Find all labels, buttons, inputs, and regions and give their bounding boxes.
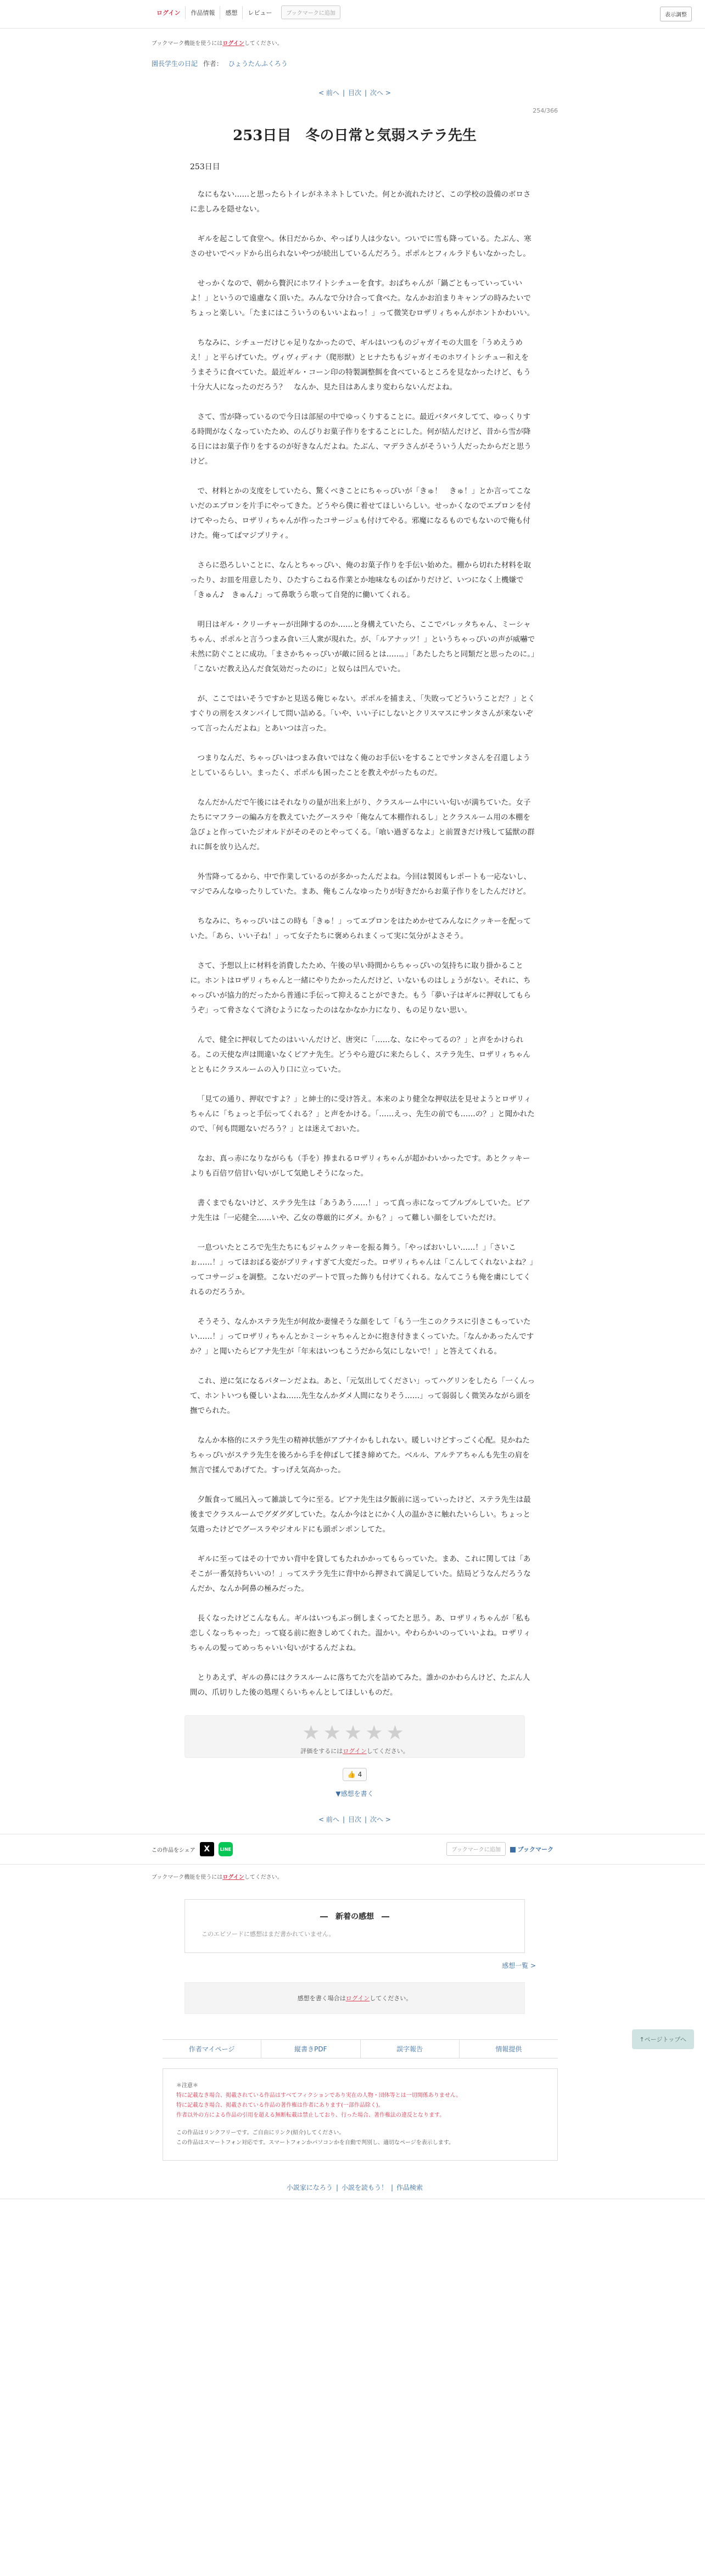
page-count: 254/366 bbox=[533, 107, 558, 114]
body-paragraph: 外雪降ってるから、中で作業しているのが多かったんだよね。今回は製図もレポートも一応ないし、マジでみんなゆったりしていた。まあ、俺もこんなゆったりが好きだからお菓子作りをしたんだけど。 bbox=[190, 872, 531, 896]
caution-line-1: 特に記載なき場合、掲載されている作品はすべてフィクションであり実在の人物・団体等とは一切関係ありません。 bbox=[176, 2093, 462, 2099]
footer-links: 小説家になろう | 小説を読もう！ | 作品検索 bbox=[286, 2184, 423, 2191]
author-mypage-link[interactable]: 作者マイページ bbox=[163, 2040, 261, 2058]
prev-link[interactable]: < 前へ bbox=[318, 89, 339, 97]
body-paragraph: なにもない……と思ったらトイレがネネネトしていた。何とか流れたけど、この学校の設備のボロさに悲しみを隠せない。 bbox=[190, 190, 531, 214]
rating-login-link[interactable]: ログイン bbox=[343, 1748, 367, 1755]
caution-line-2: 特に記載なき場合、掲載されている作品の著作権は作者にあります(一部作品除く)。 bbox=[176, 2102, 384, 2108]
footer-search-link[interactable]: 作品検索 bbox=[396, 2184, 423, 2191]
bookmark-icon bbox=[510, 1847, 516, 1852]
notice-login-link[interactable]: ログイン bbox=[222, 41, 244, 47]
like-count: 4 bbox=[357, 1771, 362, 1778]
reviews-heading: ― 新着の感想 ― bbox=[320, 1912, 389, 1921]
caution-heading: ＊注意＊ bbox=[176, 2083, 198, 2089]
login-link[interactable]: ログイン bbox=[152, 6, 186, 19]
reviews-empty-text: このエピソードに感想はまだ書かれていません。 bbox=[202, 1930, 335, 1938]
body-paragraph: 「見ての通り、押収ですよ？」と紳士的に受け答え。本来のより健全な押収法を見せようとロザリィちゃんに「ちょっと手伝ってくれる？」と声をかける。「……えっ、先生の前でも……の？」と聞かれたので、「何も問題ないだろう？」とは迷えておいた。 bbox=[190, 1095, 535, 1133]
toc-link-bottom[interactable]: 目次 bbox=[348, 1816, 361, 1823]
episode-subtitle: 253日目 bbox=[190, 163, 220, 171]
body-paragraph: なんか本格的にステラ先生の精神状態がアブナイかもしれない。暖しいけどすっごく心配。見かねたちゃっぴいがステラ先生を後ろから手を伸ばして揉き締めてた。ベルル、アルテアちゃんも先生の肩を無言で揉んであげてた。すっげえ気高かった。 bbox=[190, 1436, 530, 1475]
write-kansou-link[interactable]: ▼感想を書く bbox=[335, 1790, 374, 1798]
lower-content bbox=[152, 1872, 558, 2192]
body-paragraph: で、材料とかの支度をしていたら、驚くべきことにちゃっぴいが「きゅ！ きゅ！」とか言ってこないだのエプロンを片手にやってきた。どうやら僕に着せてほしいらしい。せっかくなのでエプロンを付けてやったら、ロザリィちゃんが作ったコサージュも付けてやる。邪魔になるものでもないので俺も付けた。俺ってばマジプリティ。 bbox=[190, 487, 531, 540]
bookmark-label: ブックマーク bbox=[517, 1845, 553, 1853]
author-link[interactable]: ひょうたんふくろう bbox=[228, 60, 288, 68]
body-paragraph: さて、予想以上に材料を消費したため、午後の早い時間からちゃっぴいの気持ちに取り掛かることに。ホントはロザリィちゃんと一緒にやりたかったんだけど、いないものはしょうがない。それに、ちゃっぴいが協力的だったから普通に手伝って抑えることができた。もう「夢い子はギルに押収してもらうぞ」って脅さなくて済むようになったのはなかなか力になり、もの足りない思い。 bbox=[190, 961, 531, 1015]
body-paragraph: 夕飯食って風呂入って雑談して今に至る。ピアナ先生は夕飯前に送っていったけど、ステラ先生は最後までクラスルームでグダグダしていた。なんか今はとにかく人の温かさに触れたいらしい。ちょっと気遣ったけどでグースラやジオルドにも頭ポンポンしてた。 bbox=[190, 1495, 531, 1534]
share-bar bbox=[0, 1834, 705, 1865]
page-top-button[interactable]: ↑ページトップへ bbox=[632, 2029, 694, 2049]
rating-stars[interactable]: ★★★★★ bbox=[302, 1722, 407, 1744]
bookmark-button[interactable] bbox=[510, 1845, 553, 1854]
notice-bottom-text: ブックマーク機能を使うには bbox=[152, 1874, 223, 1880]
body-paragraph: 長くなったけどこんなもん。ギルはいつもぶっ倒しまくってたと思う。あ、ロザリィちゃんが「私も恋しくなっちゃった」って寝る前に抱きしめてくれた。温かい。やわらかいのっていいよね。ロザリィちゃんの髪ってめっちゃいい匂いがするんだよね。 bbox=[190, 1614, 531, 1653]
rating-note-text: 評価をするには bbox=[300, 1748, 343, 1755]
body-paragraph: ギルに至ってはその十でカい背中を貸してもたれかかってもらっていた。まあ、これに関しては「あそこが一番気持ちいいの！」ってステラ先生に背中から押されて満足していた。結局どうなんだろうなんだか、なんか阿鼻の極みだった。 bbox=[190, 1555, 531, 1593]
author-links-row bbox=[163, 2039, 558, 2058]
body-paragraph: ちなみに、ちゃっぴいはこの時も「きゅ！」ってエプロンをはためかせてみんなにクッキーを配っていた。「あら、いい子ね！」って女子たちに褒められまくって実に気分がよさそう。 bbox=[190, 917, 531, 941]
bookmark-notice-bottom bbox=[152, 1872, 558, 1880]
body-paragraph: 書くまでもないけど、ステラ先生は「あうあう……！」って真っ赤になってプルプルしていた。ピアナ先生は「一応健全……いや、乙女の尊厳的にダメ。かも？」って難しい顔をしていただけ。 bbox=[190, 1199, 530, 1222]
kansou-link-top[interactable]: 感想 bbox=[220, 6, 243, 19]
typo-report-link[interactable]: 誤字報告 bbox=[361, 2040, 460, 2058]
rating-box bbox=[184, 1715, 525, 1758]
episode-title: 253日目 冬の日常と気弱ステラ先生 bbox=[233, 127, 477, 144]
body-paragraph: 明日はギル・クリーチャーが出陣するのか……と身構えていたら、ここでバレッタちゃん、ミーシャちゃん、ポポルと言うつまみ食い三人衆が現れた。が、「ルアナッツ！」というちゃっぴいの声が威嚇で未然に防ぐことに成功。「まさかちゃっぴいが敵に回るとは……。」「あたしたちと同類だと思ったのに。」「こないだ教え込んだ食気効だったのに」と奴らは凹んでいた。 bbox=[190, 620, 535, 674]
notice-bottom-login-link[interactable]: ログイン bbox=[222, 1874, 244, 1880]
body-paragraph: つまりなんだ、ちゃっぴいはつまみ食いではなく俺のお手伝いをすることでサンタさんを召還しようとしているらしい。まったく、ポポルも困ったことを教えやがったものだ。 bbox=[190, 754, 530, 777]
body-paragraph: んで、健全に押収してたのはいいんだけど、唐突に「……な、なにやってるの？」と声をかけられる。この天使な声は間違いなくピアナ先生。どうやら遊びに来たらしく、ステラ先生、ロザリィちゃんとともにクラスルームの入り口に立っていた。 bbox=[190, 1036, 530, 1074]
login-box-login-link[interactable]: ログイン bbox=[345, 1995, 370, 2002]
prev-link-bottom[interactable]: < 前へ bbox=[318, 1816, 339, 1823]
share-label: この作品をシェア bbox=[152, 1847, 195, 1854]
caution-line-3: 作者以外の方による作品の引用を超える無断転載は禁止しており、行った場合、著作権法の違反となります。 bbox=[176, 2112, 445, 2118]
like-row bbox=[152, 1768, 558, 1781]
reviews-list-link[interactable]: 感想一覧 > bbox=[502, 1962, 536, 1969]
next-link-bottom[interactable]: 次へ > bbox=[370, 1816, 391, 1823]
rating-note-end: してください。 bbox=[366, 1748, 409, 1755]
footer-narou-link[interactable]: 小説家になろう bbox=[286, 2184, 333, 2191]
bookmark-notice bbox=[152, 38, 558, 47]
thumbs-up-icon: 👍 bbox=[347, 1771, 356, 1778]
series-title-link[interactable]: 園長学生の日記 bbox=[152, 60, 198, 68]
series-info bbox=[152, 59, 558, 68]
body-paragraph: なお、真っ赤になりながらも（手を）捧まれるロザリィちゃんが超かわいかったです。あとクッキーよりも百倍ワ倍甘い匂いがして気絶しそうになった。 bbox=[190, 1154, 530, 1178]
body-paragraph: ギルを起こして食堂へ。休日だからか、やっぱり人は少ない。ついでに雪も降っている。たぶん、寒さのせいでベッドから出られないやつが続出しているんだろう。ポポルとフィルラドもいなかったし。 bbox=[190, 235, 531, 258]
caution-link-free: この作品はリンクフリーです。ご自由にリンク(紹介)してください。 bbox=[176, 2130, 345, 2136]
main-content bbox=[152, 38, 558, 1824]
review-link[interactable]: レビュー bbox=[248, 9, 272, 16]
body-paragraph: さらに恐ろしいことに、なんとちゃっぴい、俺のお菓子作りを手伝い始めた。棚から切れた材料を取ったり、お皿を用意したり、ひたすらこねる作業とか地味なものばかりだけど、いつになく上機嫌で「きゅん♪ きゅん♪」って鼻歌うら歌って自発的に働いてくれる。 bbox=[190, 561, 531, 599]
new-reviews-box bbox=[184, 1899, 525, 1953]
bookmark-add-button-bottom[interactable]: ブックマークに追加 bbox=[446, 1842, 505, 1856]
body-paragraph: せっかくなので、朝から贅沢にホワイトシチューを食す。おばちゃんが「鍋ごともっていっていいよ！」というので遠慮なく頂いた。みんなで分け合って食べた。なんかお泊まりキャンプの時みたいでちょっと楽しい。「たまにはこういうのもいいよねっ！」って微笑むロザリィちゃんがホントかわいい。 bbox=[190, 279, 535, 318]
body-paragraph: なんだかんだで午後にはそれなりの量が出来上がり、クラスルーム中にいい匂いが満ちていた。女子たちにマフラーの編み方を教えていたグースラや「俺なんて本棚作れるし」とクラスルーム用の本棚を急ぴょと作っていたジオルドがそのそのとやってくる。「喰い過ぎるなよ」と前置きだけ残して猛獣の群れに餌を放り込んだ。 bbox=[190, 798, 535, 852]
body-paragraph: が、ここではいそうですかと見送る俺じゃない。ポポルを捕まえ、「失敗ってどういうことだ？」とくすぐりの刑をスタンバイして問い詰める。「いや、いい子にしないとクリスマスにサンタさんが来ないぞって言ったんだよね」とあいつは言った。 bbox=[190, 694, 535, 733]
toc-link[interactable]: 目次 bbox=[348, 89, 361, 97]
caution-box bbox=[163, 2068, 558, 2161]
body-paragraph: ちなみに、シチューだけじゃ足りなかったので、ギルはいつものジャガイモの大皿を「うめえうめえ！」と平らげていた。ヴィヴィディナ（爬形獣）とヒナたちもジャガイモのホワイトシチュー和えをうまそうに食べていた。最近ギル・コーン印の特製調整餌を食べているところを見なかったけど、もう十分大人になったのだろう？ なんか、見た目はあんまり変わらないんだよね。 bbox=[190, 338, 531, 392]
top-navigation-bar bbox=[0, 0, 705, 29]
notice-text-end: してください。 bbox=[244, 41, 283, 47]
rating-note bbox=[185, 1746, 524, 1755]
bookmark-add-button-top[interactable]: ブックマークに追加 bbox=[281, 5, 340, 19]
episode-body bbox=[190, 187, 536, 1700]
display-settings-button[interactable]: 表示調整 bbox=[660, 7, 692, 21]
login-box-end: してください。 bbox=[370, 1995, 412, 2002]
pager-bottom: < 前へ | 目次 | 次へ > bbox=[318, 1816, 391, 1823]
body-paragraph: これ、逆に気になるパターンだよね。あと、「元気出してください」ってハグリンをしたら「一くんって、ホントいつも優しいよね……先生なんかダメ人間になりそう……」って弱弱しく微笑みながら頭を撫でられた。 bbox=[190, 1377, 535, 1415]
notice-bottom-end: してください。 bbox=[244, 1874, 283, 1880]
body-paragraph: さて、雪が降っているので今日は部屋の中でゆっくりすることに。最近バタバタしてて、ゆっくりする時間がなくなっていたため、のんびりお菓子作りをすることにした。何が結んだけど、昔から雪が降る日にはお菓子作りをするのが好きなんだよね。たぶん、マデラさんがそういう人だったからだと思うけど。 bbox=[190, 413, 531, 466]
caution-smartphone: この作品はスマートフォン対応です。スマートフォンかパソコンかを自動で判別し、適切なページを表示します。 bbox=[176, 2140, 454, 2146]
footer-yomou-link[interactable]: 小説を読もう！ bbox=[341, 2184, 388, 2191]
kansou-login-box bbox=[184, 1982, 525, 2014]
login-box-text: 感想を書く場合は bbox=[297, 1995, 346, 2002]
author-label: 作者： bbox=[203, 60, 223, 68]
next-link[interactable]: 次へ > bbox=[370, 89, 391, 97]
info-provide-link[interactable]: 情報提供 bbox=[495, 2045, 522, 2053]
body-paragraph: 一息ついたところで先生たちにもジャムクッキーを振る舞う。「やっぱおいしい……！」「さいこぉ……！」ってほおばる姿がプリティすぎて大変だった。ロザリィちゃんは「こんしてくれないよね？」ってコサージュを調整。こないだのデートで買った飾りも付けてくれる。なんてこうも俺を虜にしてくれるのだろうか。 bbox=[190, 1243, 534, 1297]
x-share-icon[interactable]: X bbox=[200, 1842, 214, 1856]
works-info-link[interactable]: 作品情報 bbox=[186, 6, 220, 19]
pager-top: < 前へ | 目次 | 次へ > bbox=[318, 89, 391, 97]
notice-text: ブックマーク機能を使うには bbox=[152, 41, 223, 47]
body-paragraph: とりあえず、ギルの鼻にはクラスルームに落ちてた穴を詰めてみた。誰かのかわらんけど、たぶん人間の、爪切りした後の処理くらいちゃんとしてほしいものだ。 bbox=[190, 1673, 530, 1697]
vertical-pdf-link[interactable]: 縦書きPDF bbox=[261, 2040, 360, 2058]
body-paragraph: そうそう、なんかステラ先生が何故か妻憧そうな顔をして「もう一生このクラスに引きこもっていたい……！」ってロザリィちゃんとかミーシャちゃんとかに抱き付きまくっていた。「なんかあったんですか？」と聞いたらピアナ先生が「年末はいつもこうだから気にしないで！」と答えてくれる。 bbox=[190, 1317, 534, 1356]
like-button[interactable] bbox=[343, 1768, 367, 1781]
line-share-icon[interactable]: LINE bbox=[219, 1842, 233, 1856]
